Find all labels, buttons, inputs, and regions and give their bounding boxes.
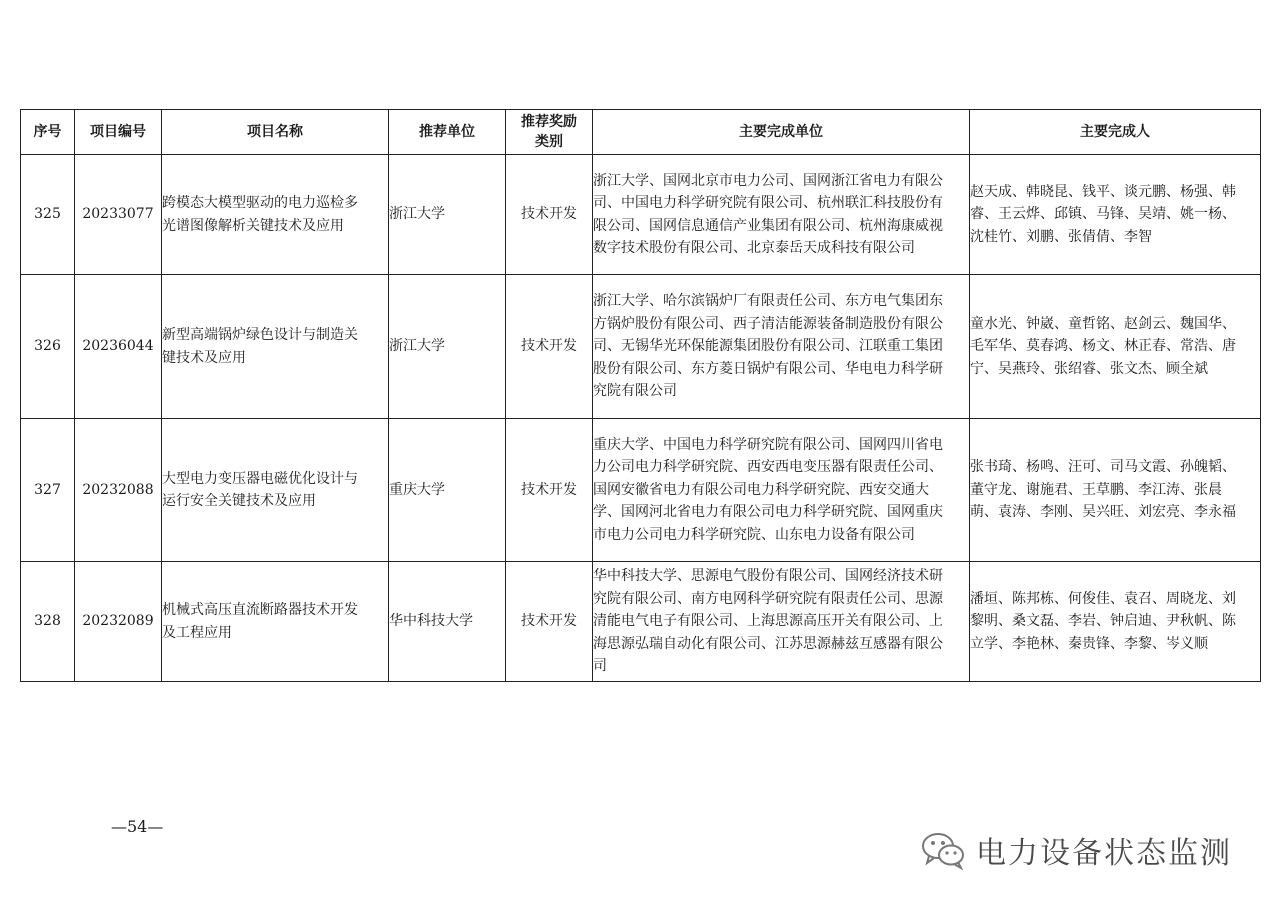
table-row [21,562,1261,682]
cell-seq: 328 [21,562,75,682]
cell-name [162,155,389,275]
cell-persons [970,419,1261,562]
header-category [506,110,593,155]
cell-recommender: 重庆大学 [389,419,506,562]
cell-persons-text: 童水光、钟崴、童哲铭、赵剑云、魏国华、毛军华、莫春鸿、杨文、林正春、常浩、唐宁、吴燕玲、张绍睿、张文杰、顾全斌 [970,315,1236,377]
cell-name [162,562,389,682]
cell-units-text: 重庆大学、中国电力科学研究院有限公司、国网四川省电力公司电力科学研究院、西安西电变压器有限责任公司、国网安徽省电力有限公司电力科学研究院、西安交通大学、国网河北省电力有限公司电力科学研究院、国网重庆市电力公司电力科学研究院、山东电力设备有限公司 [593,436,943,543]
header-recommender: 推荐单位 [389,110,506,155]
cell-units [593,419,970,562]
cell-code: 20232088 [75,419,162,562]
cell-name-text: 跨模态大模型驱动的电力巡检多光谱图像解析关键技术及应用 [162,195,358,234]
cell-persons [970,275,1261,419]
cell-recommender: 浙江大学 [389,155,506,275]
cell-name-text: 机械式高压直流断路器技术开发及工程应用 [162,602,358,641]
header-units: 主要完成单位 [593,110,970,155]
cell-category: 技术开发 [506,155,593,275]
header-persons: 主要完成人 [970,110,1261,155]
page-number: —54— [111,817,164,836]
cell-category: 技术开发 [506,275,593,419]
header-category-text: 推荐奖励类别 [521,114,577,150]
cell-category: 技术开发 [506,562,593,682]
cell-units-text: 浙江大学、国网北京市电力公司、国网浙江省电力有限公司、中国电力科学研究院有限公司、杭州联汇科技股份有限公司、国网信息通信产业集团有限公司、杭州海康威视数字技术股份有限公司、北京泰岳天成科技有限公司 [593,172,943,256]
header-seq: 序号 [21,110,75,155]
cell-category: 技术开发 [506,419,593,562]
cell-persons-text: 潘垣、陈邦栋、何俊佳、袁召、周晓龙、刘黎明、桑文磊、李岩、钟启迪、尹秋帆、陈立学、李艳林、秦贵锋、李黎、岑义顺 [970,590,1236,652]
cell-units [593,275,970,419]
cell-name-text: 大型电力变压器电磁优化设计与运行安全关键技术及应用 [162,470,358,509]
wechat-icon [920,830,968,870]
table-row [21,155,1261,275]
cell-name-text: 新型高端锅炉绿色设计与制造关键技术及应用 [162,327,358,366]
cell-persons [970,562,1261,682]
table-row [21,419,1261,562]
watermark [920,828,1232,872]
cell-persons [970,155,1261,275]
cell-seq: 327 [21,419,75,562]
cell-units-text: 华中科技大学、思源电气股份有限公司、国网经济技术研究院有限公司、南方电网科学研究院有限责任公司、思源清能电气电子有限公司、上海思源高压开关有限公司、上海思源弘瑞自动化有限公司、江苏思源赫兹互感器有限公司 [593,568,943,675]
cell-code: 20233077 [75,155,162,275]
awards-table [20,109,1261,682]
table-header-row [21,110,1261,155]
cell-seq: 326 [21,275,75,419]
table-row [21,275,1261,419]
header-code: 项目编号 [75,110,162,155]
cell-seq: 325 [21,155,75,275]
cell-units-text: 浙江大学、哈尔滨锅炉厂有限责任公司、东方电气集团东方锅炉股份有限公司、西子清洁能源装备制造股份有限公司、无锡华光环保能源集团股份有限公司、江联重工集团股份有限公司、东方菱日锅炉有限公司、华电电力科学研究院有限公司 [593,293,943,400]
watermark-text: 电力设备状态监测 [976,836,1232,871]
cell-name [162,275,389,419]
cell-recommender: 华中科技大学 [389,562,506,682]
header-name: 项目名称 [162,110,389,155]
cell-persons-text: 赵天成、韩晓昆、钱平、谈元鹏、杨强、韩睿、王云烨、邱镇、马锋、吴靖、姚一杨、沈桂竹、刘鹏、张倩倩、李智 [970,183,1236,245]
cell-units [593,562,970,682]
cell-recommender: 浙江大学 [389,275,506,419]
cell-code: 20236044 [75,275,162,419]
cell-units [593,155,970,275]
cell-persons-text: 张书琦、杨鸣、汪可、司马文霞、孙魄韬、董守龙、谢施君、王草鹏、李江涛、张晨萌、袁涛、李刚、吴兴旺、刘宏亮、李永福 [970,459,1236,521]
cell-name [162,419,389,562]
cell-code: 20232089 [75,562,162,682]
